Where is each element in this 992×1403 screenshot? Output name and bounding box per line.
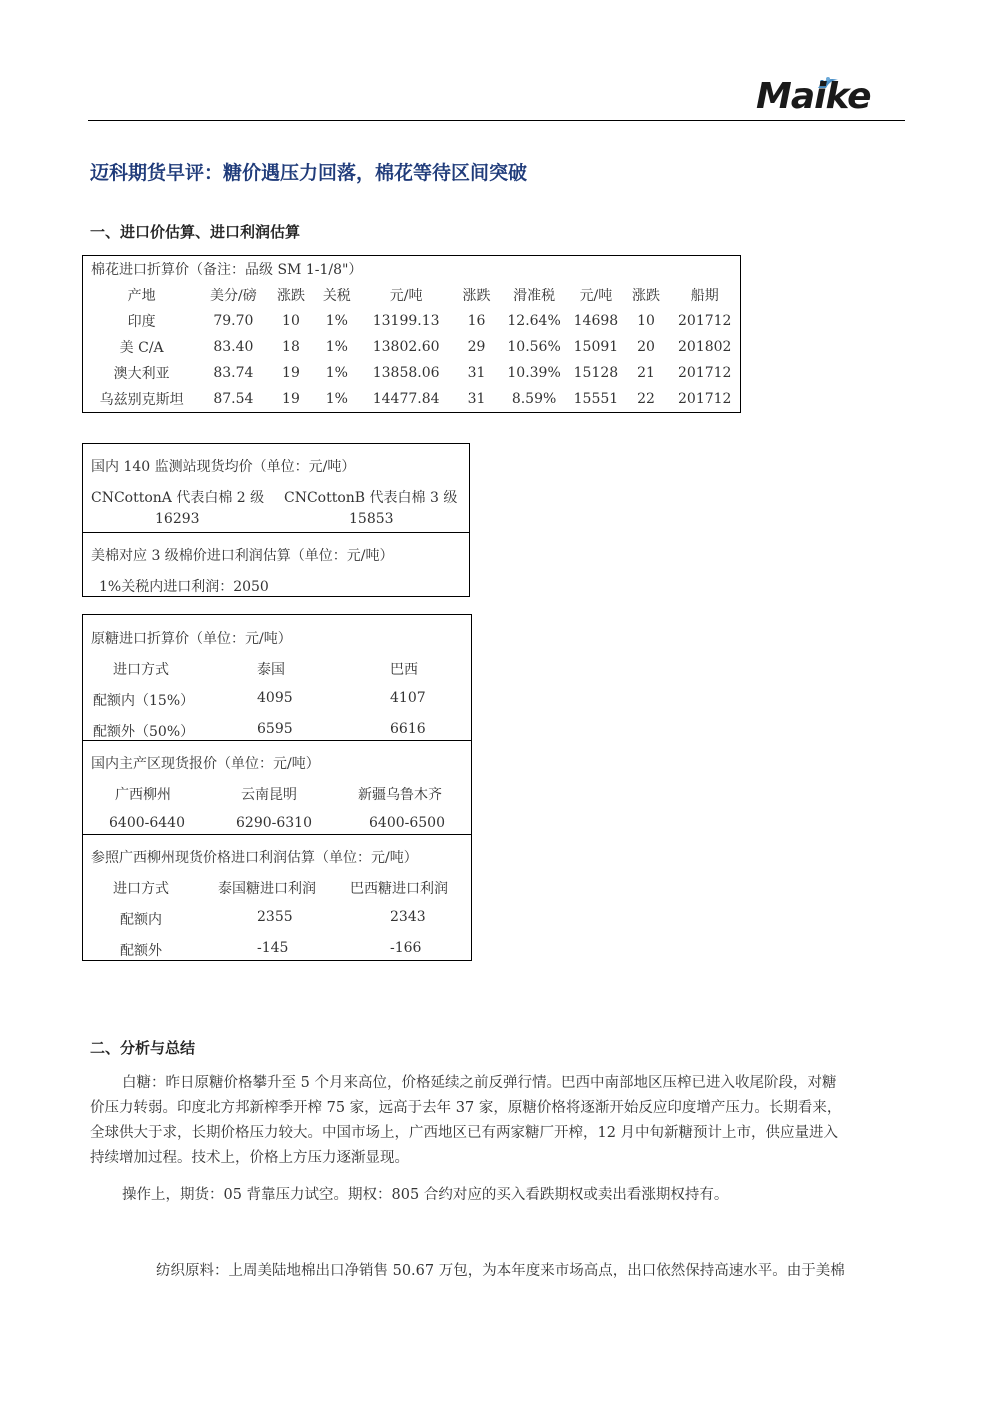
sugar-import-caption: 原糖进口折算价（单位：元/吨） [91, 631, 292, 647]
domestic-cotton-box [82, 443, 470, 597]
table-cell: 15551 [573, 391, 619, 407]
cncottonb-value: 15853 [349, 511, 394, 527]
table-cell: 22 [637, 391, 655, 407]
cotton-import-table [82, 255, 741, 413]
table-row [83, 360, 741, 386]
table-cell: 15091 [573, 339, 619, 355]
table-cell: 83.40 [213, 339, 254, 355]
table-cell: 15128 [573, 365, 619, 381]
table-cell: 20 [637, 339, 655, 355]
region-label: 广西柳州 [115, 787, 171, 803]
sugar-analysis-paragraph [90, 1071, 905, 1171]
table-cell: 87.54 [213, 391, 254, 407]
table-cell: 12.64% [507, 313, 561, 329]
table-cell: 83.74 [213, 365, 254, 381]
table-cell: 6595 [257, 721, 293, 737]
section-heading-import: 一、进口价估算、进口利润估算 [90, 223, 301, 241]
column-header: 巴西 [390, 662, 418, 678]
column-header: 涨跌 [462, 288, 491, 304]
column-header: 泰国 [257, 662, 285, 678]
table-cell: 印度 [127, 314, 156, 330]
logo-text: Maike [756, 76, 871, 117]
sugar-import-section [83, 615, 471, 740]
table-cell: 16 [467, 313, 486, 329]
table-cell: 14698 [573, 313, 619, 329]
cncottona-value: 16293 [155, 511, 200, 527]
region-label: 新疆乌鲁木齐 [358, 787, 442, 803]
sugar-spot-section [83, 740, 471, 834]
paragraph-line: 全球供大于求，长期价格压力较大。中国市场上，广西地区已有两家糖厂开榨，12 月中旬新糖预计上市，供应量进入 [90, 1125, 839, 1141]
column-header: 关税 [322, 288, 351, 304]
table-cell: 201802 [678, 339, 732, 355]
paragraph-line: 价压力转弱。印度北方邦新榨季开榨 75 家，远高于去年 37 家，原糖价格将逐渐开始反应印度增产压力。长期看来， [90, 1100, 842, 1116]
table-cell: 13802.60 [372, 339, 440, 355]
table-cell: 1% [325, 339, 348, 355]
table-cell: 10 [637, 313, 655, 329]
table-cell: 乌兹别克斯坦 [99, 392, 184, 408]
table-cell: 201712 [678, 391, 732, 407]
table-cell: 配额内（15%） [93, 693, 195, 709]
column-header: 泰国糖进口利润 [218, 881, 316, 897]
table-cell: 201712 [678, 365, 732, 381]
table-cell: 201712 [678, 313, 732, 329]
paragraph-line: 纺织原料：上周美陆地棉出口净销售 50.67 万包，为本年度来市场高点，出口依然保持高速水平。由于美棉 [156, 1263, 845, 1279]
table-cell: 13858.06 [372, 365, 440, 381]
table-cell: 29 [467, 339, 486, 355]
section-heading-analysis: 二、分析与总结 [90, 1039, 196, 1057]
domestic-cotton-caption: 国内 140 监测站现货均价（单位：元/吨） [91, 459, 356, 475]
textile-paragraph [90, 1259, 905, 1284]
table-row [83, 386, 741, 413]
table-cell: 31 [467, 391, 486, 407]
region-price: 6290-6310 [236, 815, 312, 831]
column-header: 滑准税 [513, 288, 556, 304]
column-header: 船期 [690, 288, 719, 304]
region-price: 6400-6500 [369, 815, 445, 831]
table-cell: 配额外（50%） [93, 724, 195, 740]
company-logo [756, 74, 891, 118]
table-cell: 8.59% [511, 391, 557, 407]
operation-paragraph [90, 1183, 905, 1208]
table-cell: -145 [257, 940, 289, 956]
domestic-cotton-section [83, 444, 469, 532]
column-header: 元/吨 [579, 288, 613, 304]
table-cell: 4095 [257, 690, 293, 706]
region-price: 6400-6440 [109, 815, 185, 831]
table-cell: 10 [282, 313, 300, 329]
table-cell: 澳大利亚 [113, 366, 170, 382]
table-cell: 1% [325, 313, 348, 329]
sugar-spot-caption: 国内主产区现货报价（单位：元/吨） [91, 756, 320, 772]
table-cell: 19 [282, 365, 300, 381]
table-cell: 10.56% [507, 339, 561, 355]
table-cell: 19 [282, 391, 300, 407]
table-cell: 10.39% [507, 365, 561, 381]
sugar-box [82, 614, 472, 961]
table-cell: 配额外 [120, 943, 162, 959]
column-header: 涨跌 [276, 288, 305, 304]
column-header: 美分/磅 [210, 288, 257, 304]
cncottonb-label: CNCottonB 代表白棉 3 级 [284, 490, 458, 506]
cotton-profit-section [83, 532, 469, 595]
table-cell: 31 [467, 365, 486, 381]
table-cell: 6616 [390, 721, 426, 737]
column-header: 涨跌 [632, 288, 661, 304]
table-cell: 2355 [257, 909, 293, 925]
table-cell: 2343 [390, 909, 426, 925]
cotton-profit-value: 1%关税内进口利润：2050 [99, 579, 269, 595]
table-row [83, 308, 741, 334]
paragraph-line: 白糖：昨日原糖价格攀升至 5 个月来高位，价格延续之前反弹行情。巴西中南部地区压榨已进入收尾阶段，对糖 [122, 1075, 837, 1091]
table-cell: 21 [637, 365, 655, 381]
sugar-profit-caption: 参照广西柳州现货价格进口利润估算（单位：元/吨） [91, 850, 418, 866]
header-rule [88, 120, 905, 121]
cncottona-label: CNCottonA 代表白棉 2 级 [91, 490, 265, 506]
page-title: 迈科期货早评：糖价遇压力回落，棉花等待区间突破 [90, 162, 528, 184]
region-label: 云南昆明 [241, 787, 297, 803]
table-header-row [83, 282, 741, 308]
column-header: 产地 [127, 288, 156, 304]
table-cell: 4107 [390, 690, 426, 706]
table-cell: 14477.84 [372, 391, 440, 407]
table-cell: 1% [325, 391, 348, 407]
table-cell: 美 C/A [119, 340, 164, 356]
table-cell: 13199.13 [372, 313, 440, 329]
paragraph-line: 操作上，期货：05 背靠压力试空。期权：805 合约对应的买入看跌期权或卖出看涨期权持有。 [122, 1187, 729, 1203]
sugar-profit-section [83, 834, 471, 959]
column-header: 元/吨 [389, 288, 423, 304]
table-cell: 18 [282, 339, 300, 355]
column-header: 进口方式 [113, 881, 169, 897]
column-header: 进口方式 [113, 662, 169, 678]
cotton-profit-caption: 美棉对应 3 级棉价进口利润估算（单位：元/吨） [91, 548, 394, 564]
table-cell: 79.70 [213, 313, 254, 329]
paragraph-line: 持续增加过程。技术上，价格上方压力逐渐显现。 [90, 1150, 409, 1166]
column-header: 巴西糖进口利润 [350, 881, 448, 897]
cotton-import-caption: 棉花进口折算价（备注：品级 SM 1-1/8"） [91, 262, 363, 278]
table-row [83, 334, 741, 360]
table-cell: -166 [390, 940, 422, 956]
table-cell: 1% [325, 365, 348, 381]
table-cell: 配额内 [120, 912, 162, 928]
